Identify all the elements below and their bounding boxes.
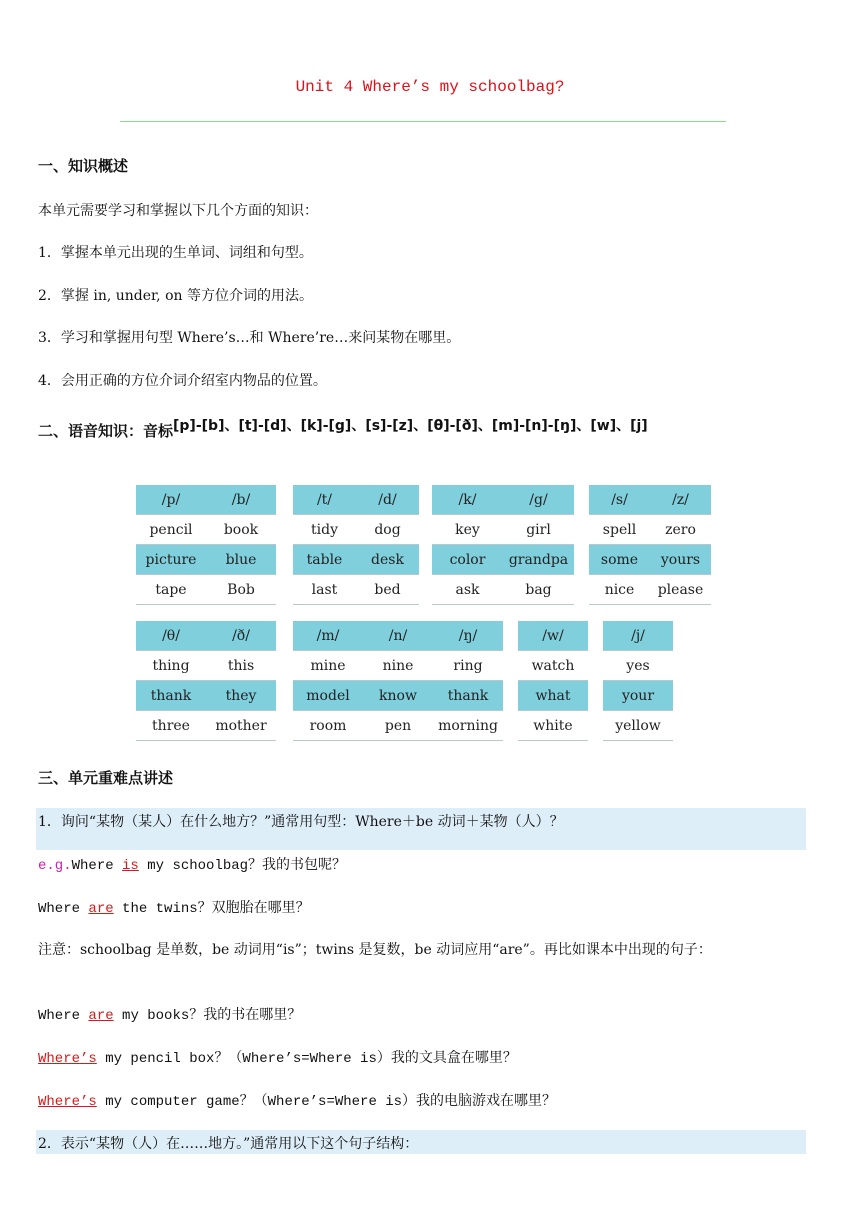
phonetic-row [589, 574, 711, 605]
phonetic-row [136, 544, 276, 574]
phonetic-row [136, 710, 276, 741]
example-word: pencil [149, 521, 193, 538]
example-word: picture [145, 551, 197, 568]
phonetic-row [136, 485, 276, 514]
phoneme-symbol: /θ/ [162, 627, 180, 644]
phoneme-symbol: /d/ [378, 491, 397, 508]
phoneme-symbol: /g/ [529, 491, 548, 508]
phonetic-row [293, 680, 503, 710]
example-word: three [152, 717, 190, 734]
ex3-post: my books？我的书在哪里？ [113, 1008, 302, 1024]
phoneme-symbol: /ŋ/ [458, 627, 478, 644]
phoneme-symbol: /j/ [631, 627, 645, 644]
ex2-verb: are [88, 901, 114, 917]
example-word: zero [665, 521, 696, 538]
ex4-verb: Where’s [38, 1051, 97, 1067]
section3-heading: 三、单元重难点讲述 [38, 769, 174, 787]
example-2 [38, 897, 310, 917]
example-word: what [535, 687, 571, 704]
example-word: pen [384, 717, 412, 734]
example-word: color [449, 551, 486, 568]
section1-heading: 一、知识概述 [38, 157, 129, 175]
example-word: know [379, 687, 417, 704]
example-word: thank [150, 687, 192, 704]
example-word: room [309, 717, 347, 734]
example-word: grandpa [508, 551, 569, 568]
example-word: they [225, 687, 257, 704]
phoneme-symbol: /z/ [672, 491, 689, 508]
ex3-verb: are [88, 1008, 114, 1024]
phonetic-row [136, 621, 276, 650]
phonetic-row [432, 485, 574, 514]
ex4-post: my pencil box？（Where’s=Where is）我的文具盒在哪里？ [96, 1051, 517, 1067]
phonetic-row [293, 650, 503, 680]
ex2-pre: Where [38, 901, 89, 917]
section2-heading-line [38, 420, 648, 441]
ex5-verb: Where’s [38, 1094, 97, 1110]
eg-label: e.g. [38, 858, 72, 874]
phonetic-row [518, 621, 588, 650]
ex1-verb: is [122, 858, 139, 874]
example-word: your [621, 687, 655, 704]
example-word: Bob [227, 581, 255, 598]
example-word: model [306, 687, 350, 704]
phoneme-symbol: /n/ [388, 627, 408, 644]
phonetic-table [518, 621, 588, 741]
phonetic-table [432, 485, 574, 605]
phonetic-table [293, 485, 419, 605]
phonetic-row [432, 544, 574, 574]
title-divider [120, 121, 726, 122]
example-word: nice [604, 581, 635, 598]
phoneme-symbol: /s/ [611, 491, 628, 508]
page-title: Unit 4 Where’s my schoolbag? [295, 78, 565, 96]
example-word: thank [447, 687, 489, 704]
ex1-pre: Where [71, 858, 123, 874]
ex3-pre: Where [38, 1008, 89, 1024]
example-word: ring [453, 657, 483, 674]
note-text: 注意：schoolbag 是单数，be 动词用“is”；twins 是复数，be 动词应用“are”。再比如课本中出现的句子： [38, 942, 712, 958]
phonetic-row [293, 514, 419, 544]
phonetic-table [136, 485, 276, 605]
example-word: desk [371, 551, 404, 568]
ex2-post: the twins？双胞胎在哪里？ [113, 901, 310, 917]
phonetic-table [603, 621, 673, 741]
phonetic-row [293, 485, 419, 514]
phonetic-row [136, 650, 276, 680]
example-word: spell [602, 521, 637, 538]
example-word: blue [225, 551, 257, 568]
example-word: tidy [311, 521, 338, 538]
ex5-post: my computer game？（Where’s=Where is）我的电脑游戏在哪里？ [96, 1094, 557, 1110]
example-5 [38, 1090, 556, 1110]
phonetic-row [293, 621, 503, 650]
phonetic-row [136, 514, 276, 544]
phonetic-row [603, 680, 673, 710]
section1-item-2: 2．掌握 in, under, on 等方位介词的用法。 [38, 288, 313, 304]
example-word: key [455, 521, 480, 538]
phonetic-row [518, 710, 588, 741]
example-word: mother [215, 717, 267, 734]
example-word: bed [374, 581, 401, 598]
phonetic-row [136, 574, 276, 605]
example-word: book [223, 521, 259, 538]
phonetic-row [518, 650, 588, 680]
phonetic-row [293, 574, 419, 605]
phonetic-row [603, 650, 673, 680]
example-word: last [311, 581, 338, 598]
example-word: some [600, 551, 639, 568]
section1-item-1: 1．掌握本单元出现的生单词、词组和句型。 [38, 245, 313, 261]
example-word: tape [155, 581, 187, 598]
phoneme-symbol: /k/ [458, 491, 477, 508]
example-word: yellow [615, 717, 661, 734]
example-1 [38, 854, 346, 874]
example-word: please [657, 581, 704, 598]
point1-text: 1．询问“某物（某人）在什么地方？”通常用句型：Where＋be 动词＋某物（人）？ [38, 814, 564, 830]
phonetic-row [603, 621, 673, 650]
phonetic-row [293, 710, 503, 741]
phonetic-table [589, 485, 711, 605]
phonetic-table [293, 621, 503, 741]
phonetic-row [432, 574, 574, 605]
example-word: thing [152, 657, 190, 674]
example-word: white [533, 717, 573, 734]
example-word: ask [455, 581, 480, 598]
phonetic-row [589, 485, 711, 514]
example-word: girl [526, 521, 551, 538]
phoneme-symbol: /m/ [316, 627, 340, 644]
point2-text: 2．表示“某物（人）在……地方。”通常用以下这个句子结构： [38, 1136, 419, 1152]
phonetic-table [136, 621, 276, 741]
example-word: morning [438, 717, 498, 734]
phonetic-list: [p]-[b]、[t]-[d]、[k]-[g]、[s]-[z]、[θ]-[ð]、[m]-[n]-[ŋ]、[w]、[j] [173, 418, 648, 434]
phonetic-row [136, 680, 276, 710]
phoneme-symbol: /t/ [316, 491, 333, 508]
example-word: this [227, 657, 255, 674]
phonetic-row [603, 710, 673, 741]
example-word: mine [310, 657, 346, 674]
phoneme-symbol: /b/ [231, 491, 251, 508]
example-word: table [306, 551, 343, 568]
example-4 [38, 1047, 517, 1067]
example-3 [38, 1004, 301, 1024]
example-word: yours [660, 551, 701, 568]
example-word: yes [626, 657, 650, 674]
example-word: nine [382, 657, 414, 674]
phoneme-symbol: /p/ [161, 491, 181, 508]
section1-item-4: 4．会用正确的方位介词介绍室内物品的位置。 [38, 373, 327, 389]
phonetic-row [589, 514, 711, 544]
phonetic-row [589, 544, 711, 574]
example-word: dog [374, 521, 401, 538]
phonetic-row [518, 680, 588, 710]
example-word: bag [525, 581, 552, 598]
phonetic-row [432, 514, 574, 544]
section1-item-3: 3．学习和掌握用句型 Where’s…和 Where’re…来问某物在哪里。 [38, 330, 461, 346]
section1-intro: 本单元需要学习和掌握以下几个方面的知识： [38, 203, 318, 219]
section2-heading: 二、语音知识：音标 [38, 422, 174, 440]
phonetic-row [293, 544, 419, 574]
phoneme-symbol: /ð/ [232, 627, 250, 644]
example-word: watch [531, 657, 575, 674]
phoneme-symbol: /w/ [542, 627, 564, 644]
ex1-post: my schoolbag？我的书包呢？ [138, 858, 347, 874]
